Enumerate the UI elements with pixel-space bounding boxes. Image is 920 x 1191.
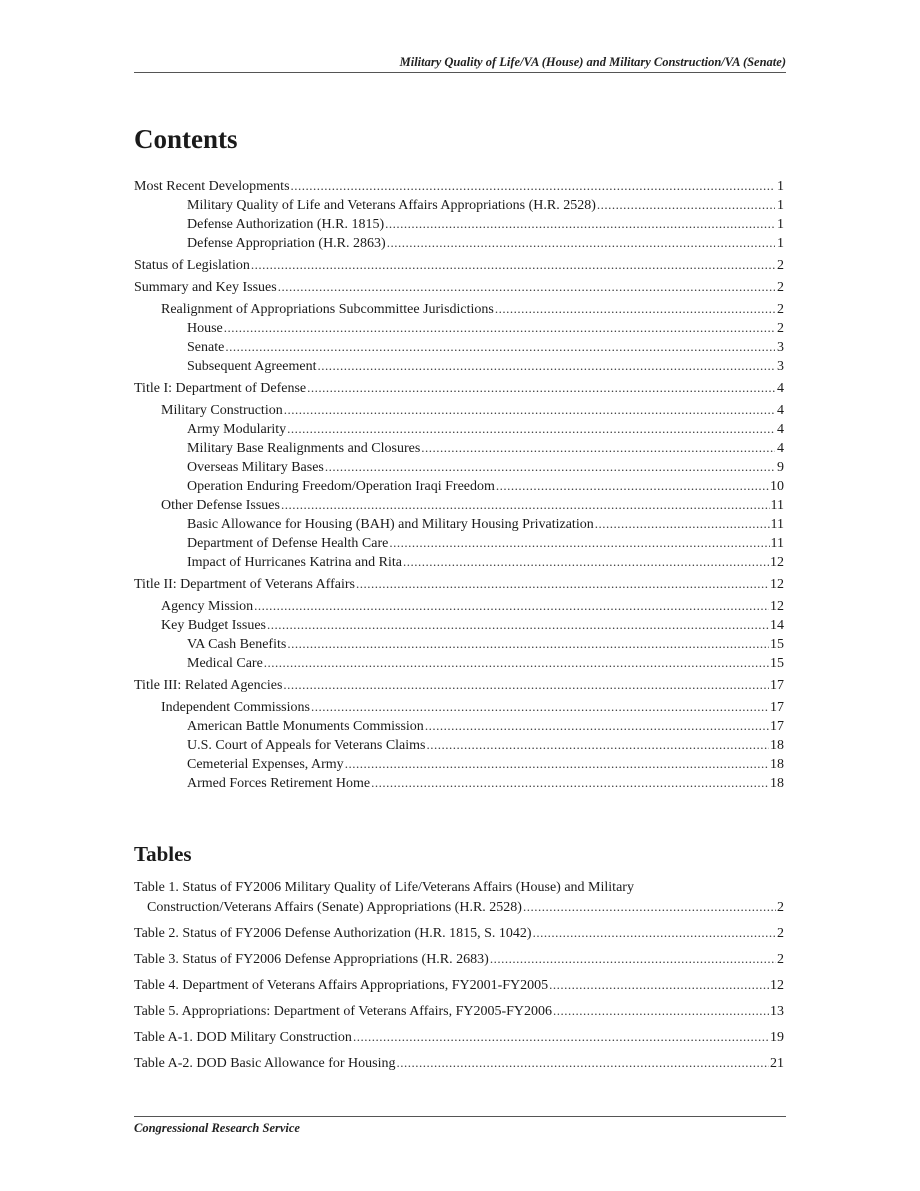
toc-page-number: 1 <box>777 179 784 194</box>
toc-entry-title: Summary and Key Issues <box>134 280 277 295</box>
toc-entry-title: Independent Commissions <box>161 700 310 715</box>
toc-entry-title: American Battle Monuments Commission <box>187 719 424 734</box>
toc-entry[interactable] <box>134 337 784 356</box>
toc-entry[interactable] <box>134 735 784 754</box>
toc-entry[interactable] <box>134 716 784 735</box>
toc-entry-title: Subsequent Agreement <box>187 359 317 374</box>
dot-leader <box>403 552 769 571</box>
toc-entry-title: Medical Care <box>187 656 263 671</box>
toc-entry-title: Agency Mission <box>161 599 254 614</box>
table-entry-row <box>134 949 784 969</box>
toc-page-number: 11 <box>770 536 784 551</box>
toc-page-number: 17 <box>770 678 784 693</box>
toc-page-number: 18 <box>770 738 784 753</box>
dot-leader <box>278 277 775 296</box>
table-entry-title: Table 3. Status of FY2006 Defense Appropriations (H.R. 2683) <box>134 952 489 967</box>
dot-leader <box>283 675 769 694</box>
tables-heading: Tables <box>134 842 192 866</box>
table-entry-title: Table A-2. DOD Basic Allowance for Housing <box>134 1056 396 1071</box>
dot-leader <box>427 735 770 754</box>
toc-entry-title: Impact of Hurricanes Katrina and Rita <box>187 555 402 570</box>
toc-entry[interactable] <box>134 552 784 571</box>
toc-entry-title: Military Construction <box>161 403 283 418</box>
dot-leader <box>553 1001 769 1020</box>
toc-entry[interactable] <box>134 277 784 296</box>
table-page-number: 2 <box>777 952 784 967</box>
toc-page-number: 4 <box>777 422 784 437</box>
running-header: Military Quality of Life/VA (House) and Military Construction/VA (Senate) <box>399 55 786 69</box>
dot-leader <box>385 214 775 233</box>
toc-page-number: 4 <box>777 403 784 418</box>
toc-page-number: 17 <box>770 719 784 734</box>
dot-leader <box>595 514 770 533</box>
dot-leader <box>284 400 775 419</box>
toc-entry[interactable] <box>134 438 784 457</box>
toc-entry-title: Army Modularity <box>187 422 287 437</box>
toc-entry-title: VA Cash Benefits <box>187 637 287 652</box>
toc-entry[interactable] <box>134 533 784 552</box>
table-page-number: 19 <box>770 1030 784 1045</box>
toc-page-number: 9 <box>777 460 784 475</box>
dot-leader <box>496 476 769 495</box>
toc-page-number: 15 <box>770 656 784 671</box>
table-entry-row <box>134 975 784 995</box>
dot-leader <box>254 596 769 615</box>
table-entry-title: Table 4. Department of Veterans Affairs Appropriations, FY2001-FY2005 <box>134 978 549 993</box>
toc-entry[interactable] <box>134 255 784 274</box>
toc-entry[interactable] <box>134 457 784 476</box>
table-list-entry[interactable] <box>134 1001 784 1021</box>
table-list-entry[interactable] <box>134 975 784 995</box>
toc-entry[interactable] <box>134 697 784 716</box>
toc-entry[interactable] <box>134 773 784 792</box>
table-page-number: 2 <box>777 926 784 941</box>
header-rule <box>134 72 786 73</box>
toc-entry[interactable] <box>134 214 784 233</box>
toc-entry[interactable] <box>134 675 784 694</box>
dot-leader <box>287 634 769 653</box>
toc-page-number: 12 <box>770 599 784 614</box>
table-list-entry[interactable] <box>134 878 784 917</box>
running-footer: Congressional Research Service <box>134 1121 300 1135</box>
toc-entry-title: Realignment of Appropriations Subcommittee Jurisdictions <box>161 302 494 317</box>
toc-entry[interactable] <box>134 378 784 397</box>
toc-entry[interactable] <box>134 754 784 773</box>
toc-page-number: 2 <box>777 302 784 317</box>
toc-entry[interactable] <box>134 356 784 375</box>
table-entry-row <box>134 923 784 943</box>
table-page-number: 2 <box>777 900 784 915</box>
dot-leader <box>317 356 775 375</box>
toc-entry[interactable] <box>134 596 784 615</box>
table-entry-title: Construction/Veterans Affairs (Senate) Appropriations (H.R. 2528) <box>147 900 522 915</box>
toc-page-number: 12 <box>770 555 784 570</box>
toc-entry-title: Military Quality of Life and Veterans Affairs Appropriations (H.R. 2528) <box>187 198 596 213</box>
toc-entry[interactable] <box>134 419 784 438</box>
dot-leader <box>251 255 775 274</box>
dot-leader <box>291 176 775 195</box>
table-list-entry[interactable] <box>134 949 784 969</box>
table-entry-title: Table 5. Appropriations: Department of Veterans Affairs, FY2005-FY2006 <box>134 1004 553 1019</box>
toc-entry[interactable] <box>134 476 784 495</box>
toc-page-number: 2 <box>777 321 784 336</box>
toc-entry-title: Operation Enduring Freedom/Operation Iraqi Freedom <box>187 479 495 494</box>
toc-page-number: 10 <box>770 479 784 494</box>
dot-leader <box>287 419 775 438</box>
table-entry-title-line1: Table 1. Status of FY2006 Military Quality of Life/Veterans Affairs (House) and Military <box>134 880 634 895</box>
toc-page-number: 4 <box>777 441 784 456</box>
toc-entry[interactable] <box>134 176 784 195</box>
toc-page-number: 15 <box>770 637 784 652</box>
toc-page-number: 11 <box>770 517 784 532</box>
contents-heading: Contents <box>134 124 238 154</box>
toc-page-number: 18 <box>770 776 784 791</box>
dot-leader <box>264 653 769 672</box>
toc-page-number: 1 <box>777 217 784 232</box>
toc-entry[interactable] <box>134 574 784 593</box>
toc-page-number: 17 <box>770 700 784 715</box>
dot-leader <box>225 337 775 356</box>
table-entry-title: Table A-1. DOD Military Construction <box>134 1030 352 1045</box>
toc-page-number: 14 <box>770 618 784 633</box>
table-entry-row <box>134 1001 784 1021</box>
toc-page-number: 18 <box>770 757 784 772</box>
dot-leader <box>356 574 769 593</box>
table-entry-row <box>134 897 784 917</box>
table-page-number: 13 <box>770 1004 784 1019</box>
toc-entry-title: Defense Authorization (H.R. 1815) <box>187 217 385 232</box>
toc-entry[interactable] <box>134 495 784 514</box>
toc-entry-title: Armed Forces Retirement Home <box>187 776 371 791</box>
table-list-entry[interactable] <box>134 923 784 943</box>
dot-leader <box>345 754 769 773</box>
table-page-number: 21 <box>770 1056 784 1071</box>
toc-entry-title: Title II: Department of Veterans Affairs <box>134 577 355 592</box>
dot-leader <box>311 697 769 716</box>
table-page-number: 12 <box>770 978 784 993</box>
dot-leader <box>267 615 769 634</box>
dot-leader <box>325 457 775 476</box>
toc-entry-title: Defense Appropriation (H.R. 2863) <box>187 236 386 251</box>
dot-leader <box>549 975 769 994</box>
toc-entry[interactable] <box>134 233 784 252</box>
dot-leader <box>597 195 775 214</box>
dot-leader <box>371 773 769 792</box>
toc-entry-title: Most Recent Developments <box>134 179 290 194</box>
dot-leader <box>490 949 776 968</box>
dot-leader <box>396 1053 769 1072</box>
toc-entry-title: Other Defense Issues <box>161 498 280 513</box>
toc-entry-title: Military Base Realignments and Closures <box>187 441 421 456</box>
table-of-contents <box>134 176 784 792</box>
toc-entry[interactable] <box>134 318 784 337</box>
toc-entry[interactable] <box>134 195 784 214</box>
toc-page-number: 1 <box>777 198 784 213</box>
dot-leader <box>425 716 769 735</box>
dot-leader <box>281 495 770 514</box>
toc-page-number: 2 <box>777 258 784 273</box>
toc-entry-title: Department of Defense Health Care <box>187 536 389 551</box>
dot-leader <box>224 318 775 337</box>
toc-entry-title: Senate <box>187 340 225 355</box>
dot-leader <box>523 897 776 916</box>
list-of-tables <box>134 878 784 1079</box>
table-list-entry[interactable] <box>134 1053 784 1073</box>
toc-entry-title: U.S. Court of Appeals for Veterans Claims <box>187 738 426 753</box>
toc-page-number: 2 <box>777 280 784 295</box>
dot-leader <box>533 923 776 942</box>
toc-entry-title: House <box>187 321 223 336</box>
dot-leader <box>421 438 775 457</box>
toc-page-number: 4 <box>777 381 784 396</box>
toc-entry-title: Overseas Military Bases <box>187 460 324 475</box>
toc-entry[interactable] <box>134 400 784 419</box>
toc-page-number: 3 <box>777 340 784 355</box>
dot-leader <box>387 233 775 252</box>
toc-entry[interactable] <box>134 634 784 653</box>
toc-page-number: 11 <box>770 498 784 513</box>
toc-page-number: 3 <box>777 359 784 374</box>
dot-leader <box>307 378 775 397</box>
footer-rule <box>134 1116 786 1117</box>
table-entry-row <box>134 1027 784 1047</box>
toc-entry[interactable] <box>134 299 784 318</box>
table-entry-title: Table 2. Status of FY2006 Defense Authorization (H.R. 1815, S. 1042) <box>134 926 532 941</box>
toc-page-number: 1 <box>777 236 784 251</box>
toc-entry-title: Cemeterial Expenses, Army <box>187 757 344 772</box>
toc-entry[interactable] <box>134 615 784 634</box>
dot-leader <box>353 1027 769 1046</box>
dot-leader <box>495 299 775 318</box>
toc-page-number: 12 <box>770 577 784 592</box>
toc-entry-title: Title III: Related Agencies <box>134 678 283 693</box>
toc-entry[interactable] <box>134 653 784 672</box>
toc-entry[interactable] <box>134 514 784 533</box>
table-list-entry[interactable] <box>134 1027 784 1047</box>
toc-entry-title: Title I: Department of Defense <box>134 381 307 396</box>
toc-entry-title: Key Budget Issues <box>161 618 266 633</box>
dot-leader <box>389 533 769 552</box>
toc-entry-title: Status of Legislation <box>134 258 250 273</box>
toc-entry-title: Basic Allowance for Housing (BAH) and Military Housing Privatization <box>187 517 594 532</box>
table-entry-row <box>134 1053 784 1073</box>
